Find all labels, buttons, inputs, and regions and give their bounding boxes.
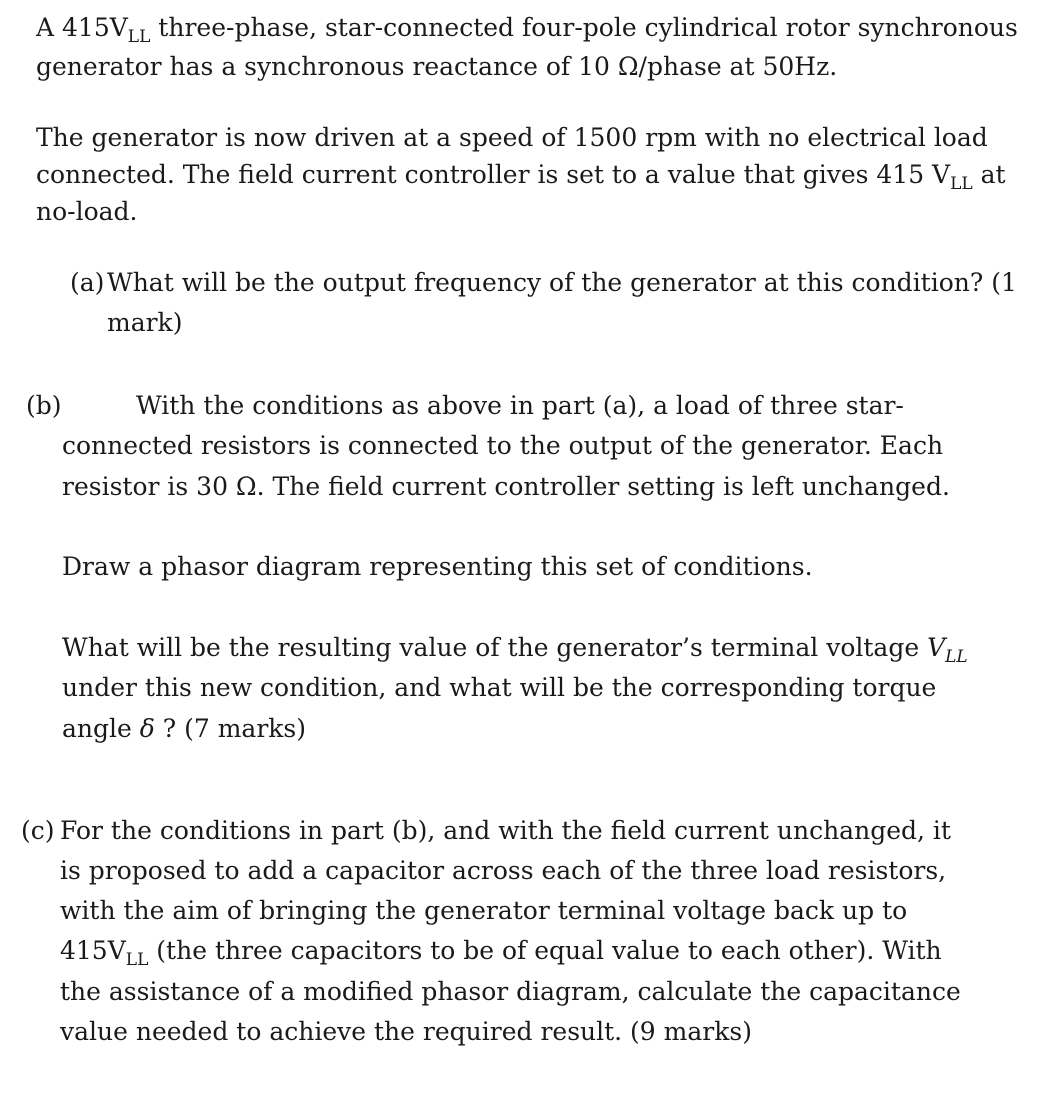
subscript-ll: LL [127,27,151,47]
para2-line-1: The generator is now driven at a speed of 1500 rpm with no electrical load [36,123,988,152]
part-b-line-3: resistor is 30 Ω. The field current controller setting is left unchanged. [62,472,950,501]
part-b-line-1: With the conditions as above in part (a), a load of three star- [136,391,904,420]
part-b-text: ? (7 marks) [154,714,307,743]
part-c-line-1: For the conditions in part (b), and with the field current unchanged, it [60,816,951,845]
part-c-line-4 [60,932,942,973]
subscript-ll: LL [945,647,968,667]
intro-line-1 [36,9,1018,50]
part-b-line-7 [62,710,306,748]
variable-v: V [927,633,946,662]
subscript-ll: LL [950,174,973,194]
part-c-line-6: value needed to achieve the required result. (9 marks) [60,1017,752,1046]
part-c-text: (the three capacitors to be of equal value to each other). With [148,936,942,965]
part-b-label: (b) [26,391,62,420]
part-c-line-2: is proposed to add a capacitor across each of the three load resistors, [60,856,947,885]
subscript-ll: LL [125,950,149,970]
part-b-line-4: Draw a phasor diagram representing this set of conditions. [62,552,813,581]
part-c-label: (c) [21,816,55,845]
part-b-line-6: under this new condition, and what will be the corresponding torque [62,673,937,702]
para2-text: connected. The field current controller is set to a value that gives 415 V [36,160,951,189]
part-b-text: angle [62,714,140,743]
part-c-line-3: with the aim of bringing the generator terminal voltage back up to [60,896,908,925]
part-c-line-5: the assistance of a modified phasor diagram, calculate the capacitance [60,977,961,1006]
variable-delta: δ [139,714,155,743]
intro-line-2: generator has a synchronous reactance of 10 Ω/phase at 50Hz. [36,52,838,81]
para2-line-3: no-load. [36,197,138,226]
intro-text: three-phase, star-connected four-pole cylindrical rotor synchronous [150,13,1018,42]
part-c-text: 415V [60,936,126,965]
part-b-text: What will be the resulting value of the generator’s terminal voltage [62,633,928,662]
intro-text: A 415V [36,13,128,42]
part-a-line-1: What will be the output frequency of the generator at this condition? (1 [107,268,1017,297]
part-a-line-2: mark) [107,308,183,337]
part-a-label: (a) [70,268,105,297]
para2-text: at [972,160,1006,189]
part-b-line-2: connected resistors is connected to the output of the generator. Each [62,431,944,460]
para2-line-2 [36,156,1006,197]
part-b-line-5 [62,629,968,670]
